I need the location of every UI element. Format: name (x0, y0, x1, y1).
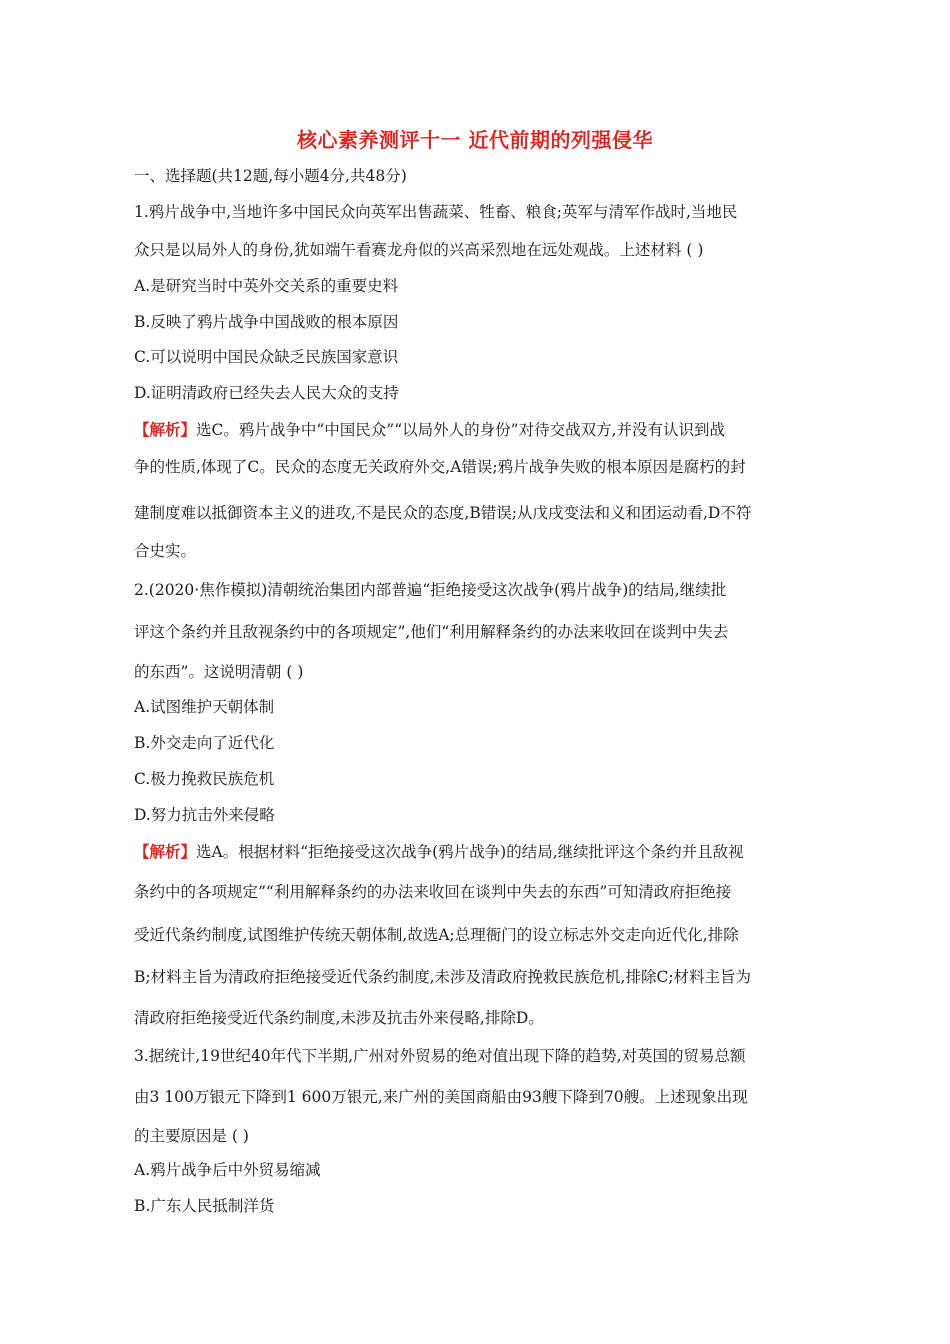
q1-option-d: D.证明清政府已经失去人民大众的支持 (134, 384, 399, 402)
q2-option-d: D.努力抗击外来侵略 (134, 806, 275, 824)
q2-stem-line-3: 的东西”。这说明清朝 ( ) (134, 663, 304, 681)
q2-analysis-line-3: 受近代条约制度,试图维护传统天朝体制,故选A;总理衙门的设立标志外交走向近代化,排除 (134, 926, 739, 944)
q1-analysis-text-1: 选C。鸦片战争中“中国民众”“以局外人的身份”对待交战双方,并没有认识到战 (196, 421, 726, 439)
q2-option-b: B.外交走向了近代化 (134, 734, 275, 752)
q2-option-c: C.极力挽救民族危机 (134, 770, 275, 788)
q3-stem-line-3: 的主要原因是 ( ) (134, 1127, 249, 1145)
q2-analysis-line-1 (134, 842, 824, 862)
q1-option-c: C.可以说明中国民众缺乏民族国家意识 (134, 348, 399, 366)
analysis-tag: 【解析】 (134, 421, 197, 439)
q3-stem-line-1: 3.据统计,19世纪40年代下半期,广州对外贸易的绝对值出现下降的趋势,对英国的贸易总额 (134, 1047, 746, 1065)
q2-option-a: A.试图维护天朝体制 (134, 698, 275, 716)
q3-option-a: A.鸦片战争后中外贸易缩减 (134, 1161, 321, 1179)
q2-stem-line-2: 评这个条约并且敌视条约中的各项规定”,他们“利用解释条约的办法来收回在谈判中失去 (134, 623, 729, 641)
q3-stem-line-2: 由3 100万银元下降到1 600万银元,来广州的美国商船由93艘下降到70艘。上述现象出现 (134, 1088, 748, 1106)
q1-analysis-line-3: 建制度难以抵御资本主义的进攻,不是民众的态度,B错误;从戊戌变法和义和团运动看,D不符 (134, 504, 752, 522)
q2-analysis-line-5: 清政府拒绝接受近代条约制度,未涉及抗击外来侵略,排除D。 (134, 1009, 544, 1027)
document-title: 核心素养测评十一 近代前期的列强侵华 (297, 128, 653, 152)
q2-analysis-line-2: 条约中的各项规定”“利用解释条约的办法来收回在谈判中失去的东西”可知清政府拒绝接 (134, 883, 732, 901)
q1-analysis-line-4: 合史实。 (134, 542, 197, 560)
q1-analysis-line-2: 争的性质,体现了C。民众的态度无关政府外交,A错误;鸦片战争失败的根本原因是腐朽的封 (134, 458, 746, 476)
q1-stem-line-2: 众只是以局外人的身份,犹如端午看赛龙舟似的兴高采烈地在远处观战。上述材料 ( ) (134, 241, 704, 259)
q1-stem-line-1: 1.鸦片战争中,当地许多中国民众向英军出售蔬菜、牲畜、粮食;英军与清军作战时,当地民 (134, 203, 738, 221)
q2-analysis-line-4: B;材料主旨为清政府拒绝接受近代条约制度,未涉及清政府挽救民族危机,排除C;材料主旨为 (134, 968, 752, 986)
analysis-tag: 【解析】 (134, 843, 197, 861)
section-heading: 一、选择题(共12题,每小题4分,共48分) (134, 167, 407, 185)
q1-option-a: A.是研究当时中英外交关系的重要史料 (134, 277, 399, 295)
q1-analysis-line-1 (134, 420, 824, 440)
q1-option-b: B.反映了鸦片战争中国战败的根本原因 (134, 313, 399, 331)
q2-analysis-text-1: 选A。根据材料“拒绝接受这次战争(鸦片战争)的结局,继续批评这个条约并且敌视 (196, 843, 744, 861)
q3-option-b: B.广东人民抵制洋货 (134, 1197, 275, 1215)
q2-stem-line-1: 2.(2020·焦作模拟)清朝统治集团内部普遍“拒绝接受这次战争(鸦片战争)的结局,继续批 (134, 581, 727, 599)
